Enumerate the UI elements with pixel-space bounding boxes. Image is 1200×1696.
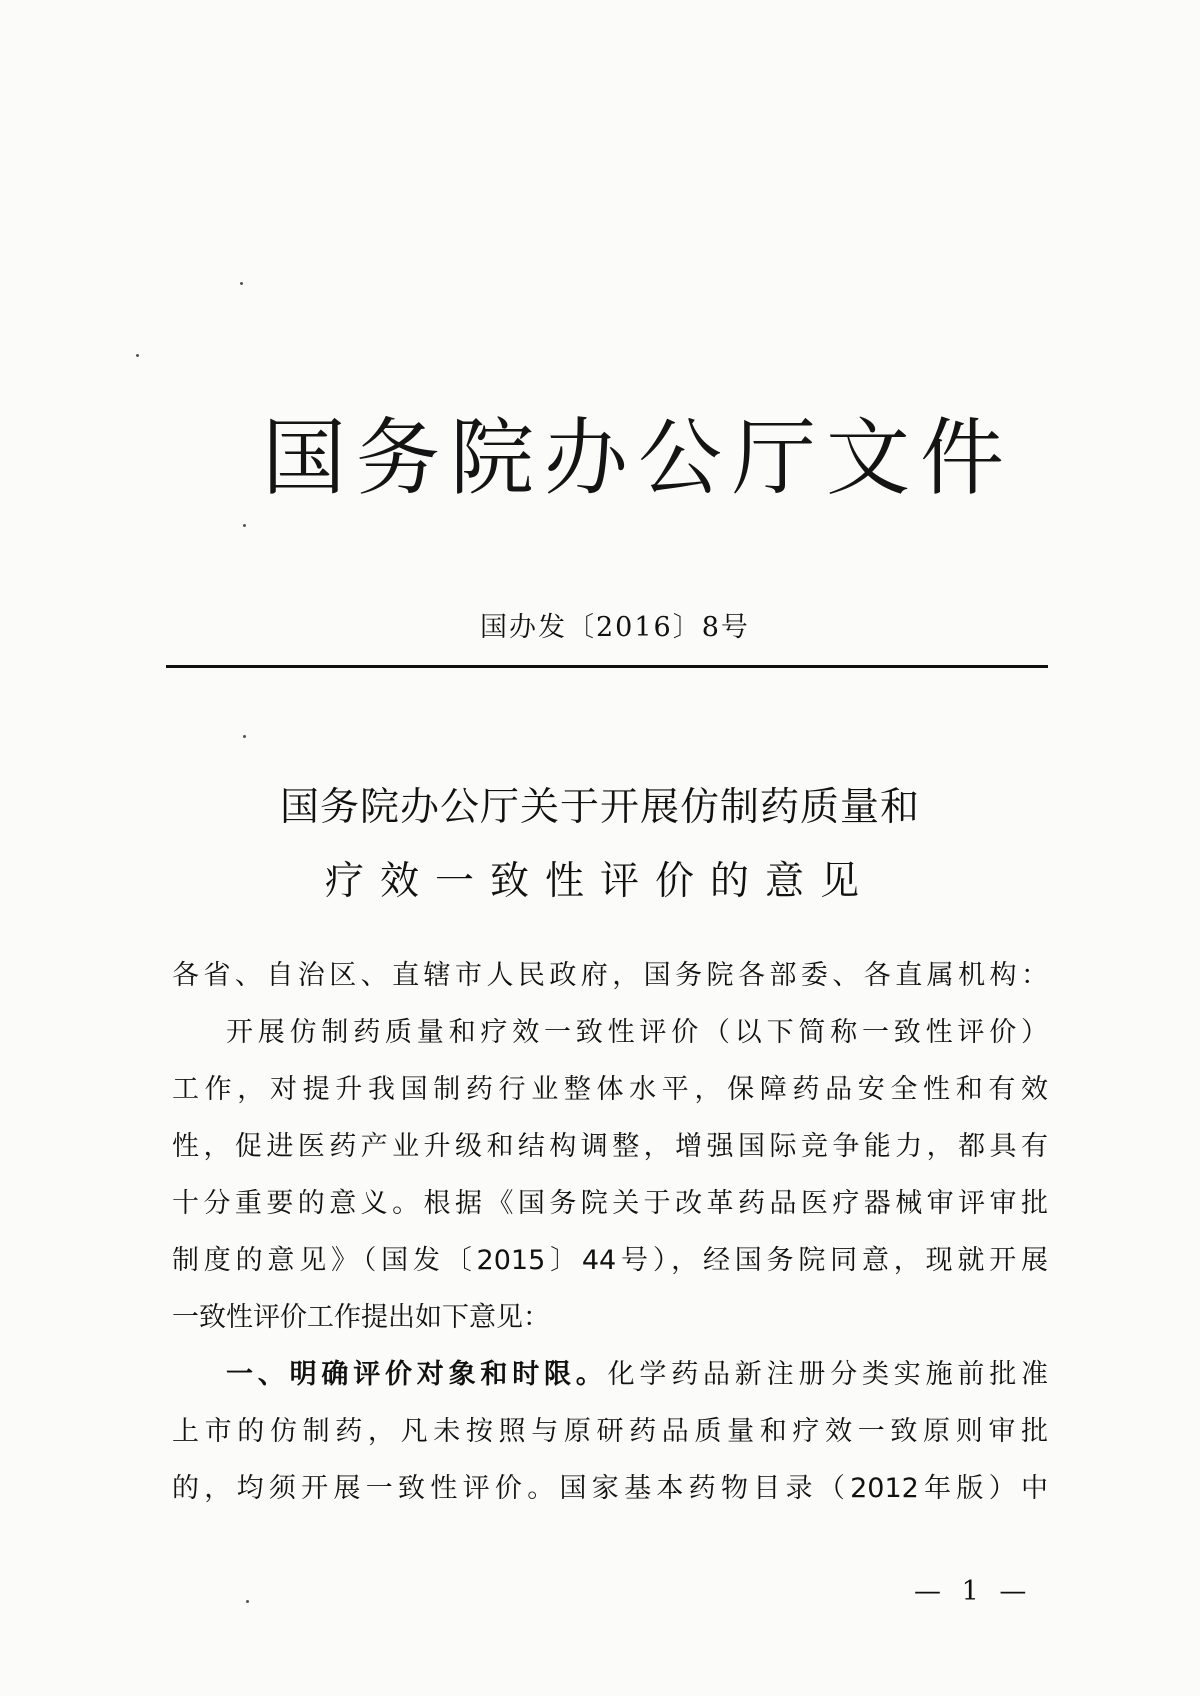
section-1-heading: 一、明确评价对象和时限。 [226, 1359, 608, 1390]
salutation: 各省、自治区、直辖市人民政府，国务院各部委、各直属机构： [172, 960, 1048, 991]
scan-speck [243, 735, 246, 738]
paragraph-line: 制度的意见》（国发〔2015〕44号），经国务院同意，现就开展 [172, 1245, 1048, 1276]
paragraph-line: 工作，对提升我国制药行业整体水平，保障药品安全性和有效 [172, 1074, 1048, 1105]
paragraph-line: 一致性评价工作提出如下意见： [172, 1302, 550, 1333]
document-number: 国办发〔2016〕8号 [480, 612, 750, 643]
scan-speck [243, 524, 246, 527]
document-heading-line-2: 疗效一致性评价的意见 [324, 859, 875, 904]
header-divider [166, 665, 1048, 668]
section-1-text: 化学药品新注册分类实施前批准 [607, 1359, 1049, 1390]
scan-speck [246, 1600, 249, 1603]
paragraph-line: 性，促进医药产业升级和结构调整，增强国际竞争能力，都具有 [172, 1131, 1048, 1162]
paragraph-line: 的，均须开展一致性评价。国家基本药物目录（2012年版）中 [172, 1473, 1048, 1504]
paragraph-line: 开展仿制药质量和疗效一致性评价（以下简称一致性评价） [226, 1017, 1048, 1048]
scan-speck [240, 282, 243, 285]
paragraph-line: 上市的仿制药，凡未按照与原研药品质量和疗效一致原则审批 [172, 1416, 1048, 1447]
scan-speck [136, 354, 139, 357]
paragraph-line: 十分重要的意义。根据《国务院关于改革药品医疗器械审评审批 [172, 1188, 1048, 1219]
page-number: — 1 — [914, 1576, 1033, 1607]
section-1-first-line [226, 1357, 1048, 1393]
issuer-title: 国务院办公厅文件 [262, 409, 1015, 507]
document-heading-line-1: 国务院办公厅关于开展仿制药质量和 [279, 785, 920, 830]
